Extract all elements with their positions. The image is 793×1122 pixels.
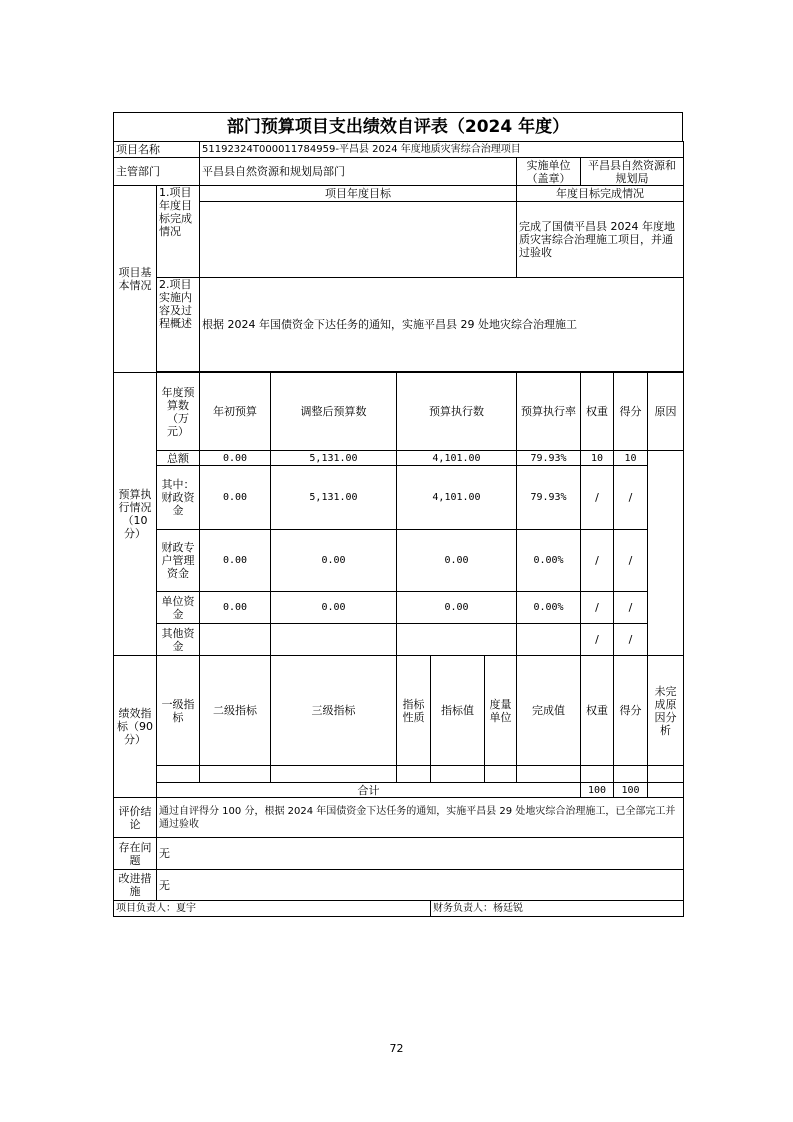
budget-label: 预算执行情况（10分） [114,373,157,656]
budget-row-name: 财政专户管理资金 [157,530,200,592]
budget-weight: / [581,466,614,530]
budget-initial: 0.00 [200,592,271,624]
budget-executed: 4,101.00 [397,451,517,466]
issues-label: 存在问题 [114,838,157,870]
budget-score: / [614,466,648,530]
budget-executed: 0.00 [397,530,517,592]
budget-score: 10 [614,451,648,466]
perf-col-unit: 度量单位 [485,656,517,766]
perf-col-level2: 二级指标 [200,656,271,766]
budget-initial: 0.00 [200,466,271,530]
page-number: 72 [389,1042,404,1055]
eval-text: 通过自评得分 100 分，根据 2024 年国债资金下达任务的通知，实施平昌县 29 处地灾综合治理施工，已全部完工并通过验收 [157,798,684,838]
perf-col-weight: 权重 [581,656,614,766]
budget-row [114,624,684,656]
basic-header-row [114,186,684,202]
perf-total-row [114,783,684,798]
eval-row [114,798,684,838]
budget-score: / [614,592,648,624]
budget-col-adjusted: 调整后预算数 [271,373,397,451]
budget-row [114,466,684,530]
budget-col-score: 得分 [614,373,648,451]
perf-col-nature: 指标性质 [397,656,431,766]
budget-row-name: 其他资金 [157,624,200,656]
finance-leader: 财务负责人：杨廷锐 [431,901,684,917]
project-name-label: 项目名称 [114,142,200,158]
budget-weight: / [581,624,614,656]
budget-executed: 0.00 [397,592,517,624]
goal-content-row [114,202,684,278]
budget-executed [397,624,517,656]
budget-row-name: 总额 [157,451,200,466]
evaluation-form [113,112,683,917]
perf-label: 绩效指标（90分） [114,656,157,798]
dept-value: 平昌县自然资源和规划局部门 [200,158,517,186]
basic-label: 项目基本情况 [114,186,157,373]
issues-row [114,838,684,870]
budget-col-rate: 预算执行率 [517,373,581,451]
budget-rate [517,624,581,656]
dept-row [114,158,684,186]
budget-row [114,530,684,592]
budget-row [114,451,684,466]
perf-total-score: 100 [614,783,648,798]
dept-label: 主管部门 [114,158,200,186]
budget-score: / [614,624,648,656]
perf-col-level3: 三级指标 [271,656,397,766]
budget-row-name: 其中：财政资金 [157,466,200,530]
impl-row-label: 2.项目实施内容及过程概述 [157,278,200,372]
budget-weight: 10 [581,451,614,466]
impl-label: 实施单位（盖章） [517,158,581,186]
impl-text: 根据 2024 年国债资金下达任务的通知，实施平昌县 29 处地灾综合治理施工 [200,278,684,372]
impl-content-row [114,278,684,372]
issues-text: 无 [157,838,684,870]
budget-score: / [614,530,648,592]
footer-row [114,901,684,917]
perf-col-score: 得分 [614,656,648,766]
budget-adjusted [271,624,397,656]
perf-col-reason: 未完成原因分析 [648,656,684,766]
budget-col-initial: 年初预算 [200,373,271,451]
budget-header-row [114,373,684,451]
budget-col-annual: 年度预算数（万元） [157,373,200,451]
budget-col-reason: 原因 [648,373,684,451]
done-header: 年度目标完成情况 [517,186,684,202]
budget-initial [200,624,271,656]
evaluation-table [113,141,684,917]
improve-label: 改进措施 [114,870,157,901]
budget-rate: 0.00% [517,530,581,592]
budget-initial: 0.00 [200,530,271,592]
perf-total-weight: 100 [581,783,614,798]
budget-adjusted: 5,131.00 [271,451,397,466]
budget-rate: 0.00% [517,592,581,624]
goal-text [200,202,517,278]
perf-total-label: 合计 [157,783,581,798]
budget-reason [648,451,684,656]
budget-col-executed: 预算执行数 [397,373,517,451]
goal-row-label: 1.项目年度目标完成情况 [157,186,200,278]
goal-header: 项目年度目标 [200,186,517,202]
improve-text: 无 [157,870,684,901]
perf-empty-row [114,766,684,783]
budget-adjusted: 0.00 [271,530,397,592]
budget-initial: 0.00 [200,451,271,466]
budget-rate: 79.93% [517,451,581,466]
budget-executed: 4,101.00 [397,466,517,530]
project-name-row [114,142,684,158]
budget-adjusted: 0.00 [271,592,397,624]
perf-header-row [114,656,684,766]
eval-label: 评价结论 [114,798,157,838]
perf-col-level1: 一级指标 [157,656,200,766]
project-leader: 项目负责人：夏宇 [114,901,431,917]
perf-col-done: 完成值 [517,656,581,766]
form-title: 部门预算项目支出绩效自评表（2024 年度） [113,112,683,141]
budget-rate: 79.93% [517,466,581,530]
impl-value: 平昌县自然资源和规划局 [581,158,684,186]
budget-row-name: 单位资金 [157,592,200,624]
budget-weight: / [581,530,614,592]
budget-adjusted: 5,131.00 [271,466,397,530]
perf-col-value: 指标值 [431,656,485,766]
budget-row [114,592,684,624]
improve-row [114,870,684,901]
done-text: 完成了国债平昌县 2024 年度地质灾害综合治理施工项目，并通过验收 [517,202,684,278]
budget-col-weight: 权重 [581,373,614,451]
project-name-value: 51192324T000011784959-平昌县 2024 年度地质灾害综合治理项目 [200,142,684,158]
budget-weight: / [581,592,614,624]
